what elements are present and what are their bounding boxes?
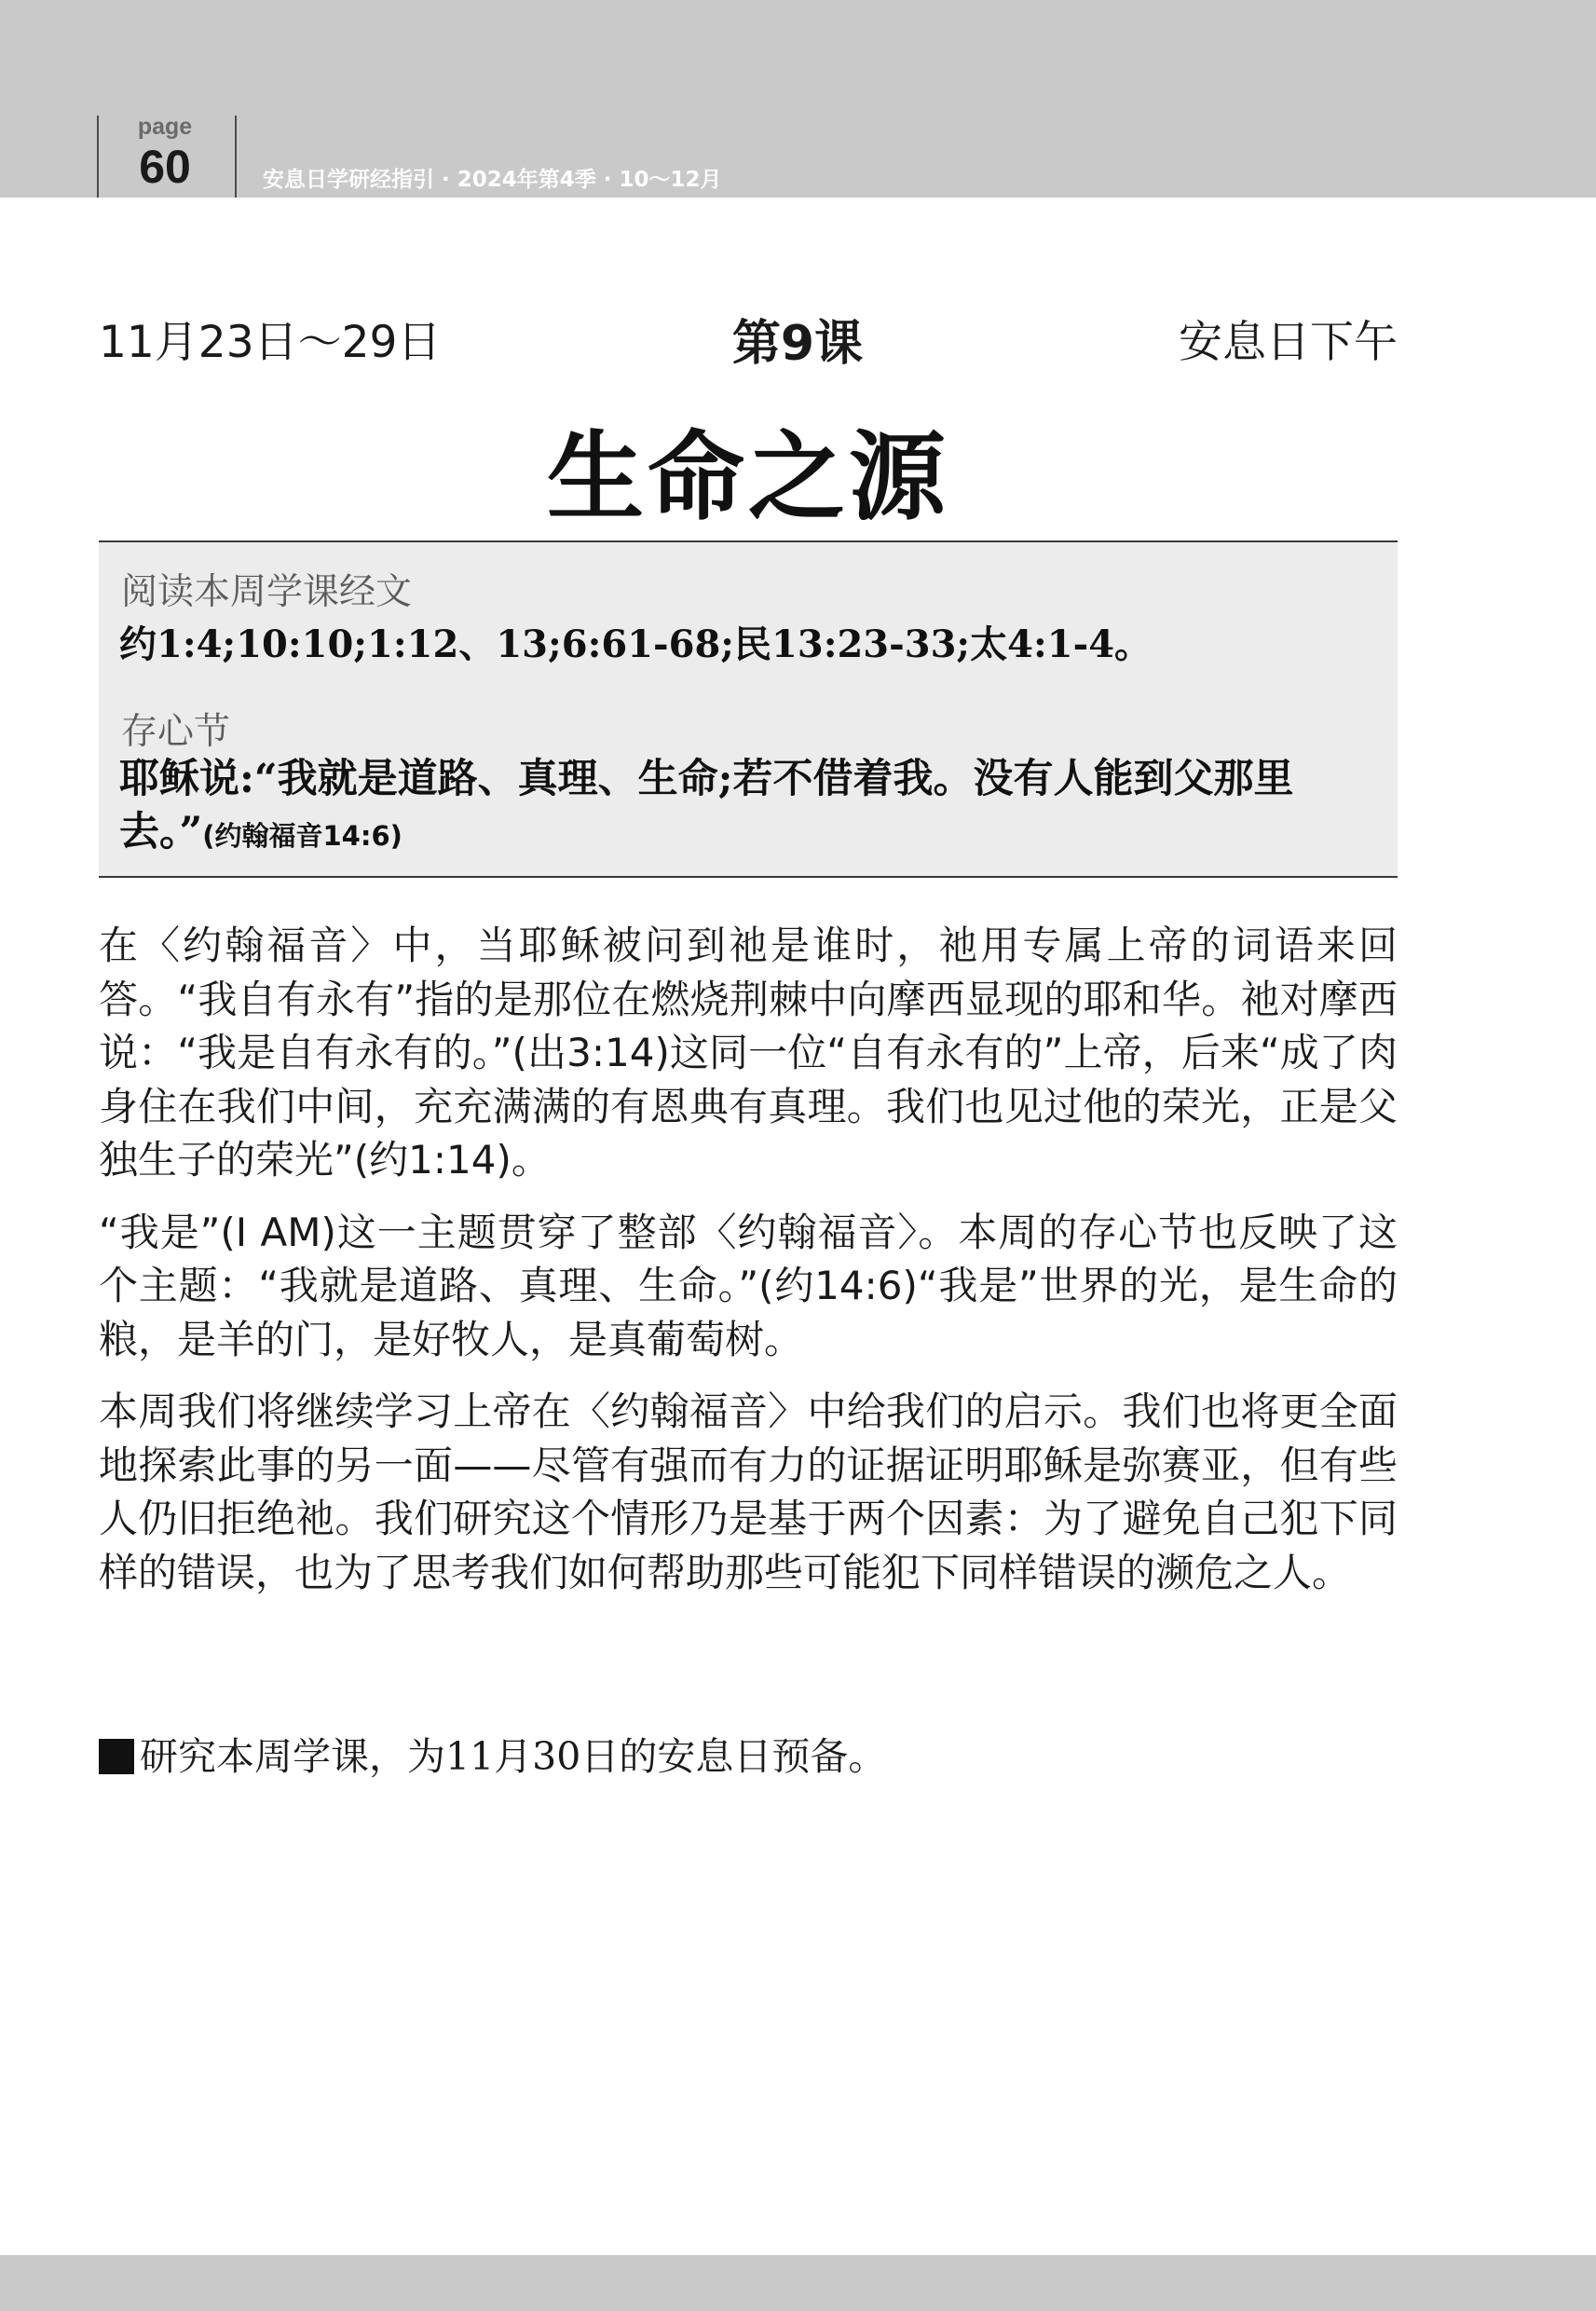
- paragraph: “我是”(I AM)这一主题贯穿了整部〈约翰福音〉。本周的存心节也反映了这个主题：“我就是道路、真理、生命。”(约14:6)“我是”世界的光，是生命的粮，是羊的门，是好牧人，是真葡萄树。: [99, 1209, 1398, 1362]
- lesson-number: 第9课: [731, 316, 864, 372]
- page-label: page: [137, 114, 193, 140]
- page-number: 60: [139, 141, 191, 193]
- body-text: [99, 919, 1398, 1618]
- memory-verse: [119, 753, 1377, 863]
- paragraph: 在〈约翰福音〉中，当耶稣被问到祂是谁时，祂用专属上帝的词语来回答。“我自有永有”指的是那位在燃烧荆棘中向摩西显现的耶和华。祂对摩西说：“我是自有永有的。”(出3:14)这同一位“自有永有的”上帝，后来“成了肉身住在我们中间，充充满满的有恩典有真理。我们也见过他的荣光，正是父独生子的荣光”(约1:14)。: [99, 923, 1398, 1183]
- reading-box: [99, 540, 1398, 878]
- memory-verse-text: 耶稣说:“我就是道路、真理、生命;若不借着我。没有人能到父那里去。”: [119, 756, 1294, 855]
- footer-band: [0, 2255, 1596, 2311]
- lesson-title: 生命之源: [546, 419, 949, 534]
- lesson-dates: 11月23日～29日: [99, 317, 442, 368]
- reading-label: 阅读本周学课经文: [121, 571, 413, 613]
- running-header: 安息日学研经指引 · 2024年第4季 · 10～12月: [263, 168, 722, 192]
- paragraph: 本周我们将继续学习上帝在〈约翰福音〉中给我们的启示。我们也将更全面地探索此事的另一面——尽管有强而有力的证据证明耶稣是弥赛亚，但有些人仍旧拒绝祂。我们研究这个情形乃是基于两个因素：为了避免自己犯下同样的错误，也为了思考我们如何帮助那些可能犯下同样错误的濒危之人。: [99, 1388, 1398, 1595]
- header-band: [0, 0, 1596, 198]
- closing-note-text: 研究本周学课，为11月30日的安息日预备。: [140, 1734, 887, 1779]
- reading-references: 约1:4;10:10;1:12、13;6:61-68;民13:23-33;太4:1-4。: [119, 622, 1153, 666]
- closing-note: [99, 1726, 886, 1781]
- memory-verse-label: 存心节: [121, 711, 231, 753]
- square-bullet-icon: [99, 1739, 134, 1774]
- memory-verse-reference: (约翰福音14:6): [202, 820, 402, 852]
- header-divider-left: [97, 116, 99, 198]
- header-divider-right: [235, 116, 237, 198]
- lesson-day: 安息日下午: [1179, 317, 1398, 368]
